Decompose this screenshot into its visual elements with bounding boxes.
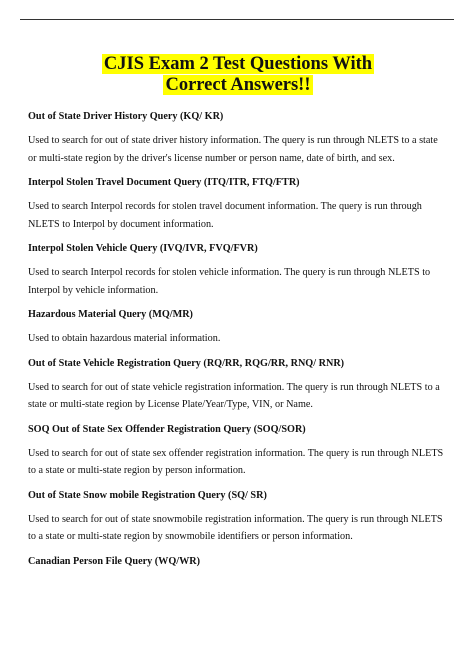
section-body: Used to search for out of state sex offender registration information. The query is run through NLETS to a state or multi-state region by person information. [28,447,444,476]
section-heading: Interpol Stolen Vehicle Query (IVQ/IVR, FVQ/FVR) [28,243,258,254]
section-heading: Out of State Snow mobile Registration Query (SQ/ SR) [28,489,267,501]
section-mq [28,308,448,348]
section-wq [28,555,448,568]
section-body: Used to search for out of state vehicle registration information. The query is run through NLETS to a state or multi-state region by License Plate/Year/Type, VIN, or Name. [28,381,440,410]
document-page [28,54,448,577]
section-heading: Out of State Vehicle Registration Query (RQ/RR, RQG/RR, RNQ/ RNR) [28,357,345,369]
section-body: Used to search for out of state snowmobile registration information. The query is run through NLETS to a state or multi-state region by snowmobile identifiers or person information. [28,513,443,542]
section-ivq [28,242,448,299]
title-line-1: CJIS Exam 2 Test Questions With [103,54,373,74]
document-title [28,54,448,96]
section-soq [28,423,448,480]
section-heading: Hazardous Material Query (MQ/MR) [28,309,193,320]
section-sq [28,489,448,546]
section-body: Used to search Interpol records for stolen vehicle information. The query is run through NLETS to Interpol by vehicle information. [28,267,431,296]
section-heading: Interpol Stolen Travel Document Query (ITQ/ITR, FTQ/FTR) [28,177,300,188]
section-heading: Out of State Driver History Query (KQ/ KR) [28,111,224,122]
section-kq [28,110,448,167]
section-rq [28,357,448,414]
section-itq [28,176,448,233]
title-line-2: Correct Answers!! [165,75,311,95]
section-heading: SOQ Out of State Sex Offender Registration Query (SOQ/SOR) [28,423,306,435]
top-rule [20,19,454,20]
section-body: Used to search for out of state driver history information. The query is run through NLETS to a state or multi-state region by the driver's license number or person name, date of birth, and sex. [28,135,438,164]
section-heading: Canadian Person File Query (WQ/WR) [28,555,201,567]
section-body: Used to search Interpol records for stolen travel document information. The query is run through NLETS to Interpol by document information. [28,201,422,230]
section-body: Used to obtain hazardous material information. [28,333,221,344]
